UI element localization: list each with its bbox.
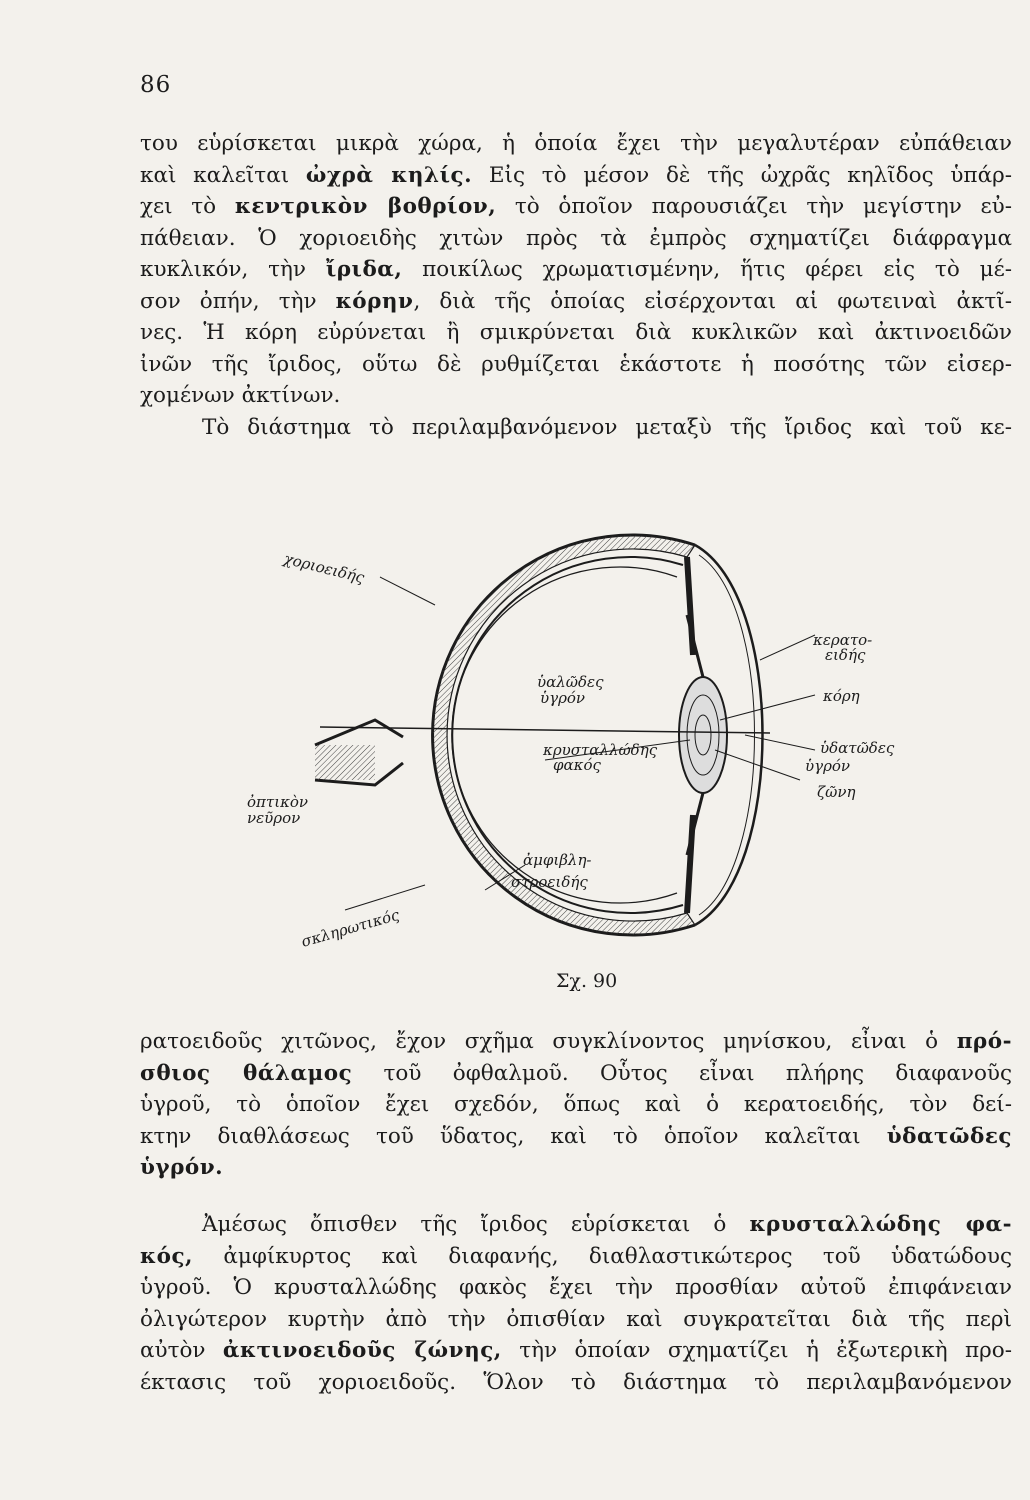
bold-term: πρό- [956, 1029, 1012, 1054]
bold-term: σθιος θάλαμος [140, 1060, 353, 1086]
text-line [140, 1152, 1012, 1184]
label-vitreous-1: ὑαλῶδες [537, 673, 604, 691]
label-pupil: κόρη [823, 687, 860, 705]
text-line [140, 1304, 1012, 1336]
text-line [140, 1089, 1012, 1121]
line-text: χομένων ἀκτίνων. [140, 383, 341, 408]
page-number: 86 [140, 72, 172, 98]
crystalline-lens [679, 677, 727, 793]
bold-term: κρυσταλλώδης φα- [749, 1212, 1012, 1237]
paragraph-2 [140, 1026, 1012, 1184]
figure-caption: Σχ. 90 [556, 970, 618, 992]
bold-term: κόρην [335, 288, 414, 314]
line-text: ποικίλως χρωματισμένην, ἥτις φέρει εἰς τὸ μέ- [402, 257, 1012, 282]
text-line [140, 1058, 1012, 1090]
label-sclera: σκληρωτικός [299, 905, 402, 951]
line-text: πάθειαν. Ὁ χοριοειδὴς χιτὼν πρὸς τὰ ἐμπρὸς σχηματίζει διάφραγμα [140, 225, 1012, 251]
line-text: τὸ ὁποῖον παρουσιάζει τὴν μεγίστην εὐ- [496, 194, 1013, 219]
bold-term: ἴριδα, [325, 257, 403, 282]
line-text: τοῦ ὀφθαλμοῦ. Οὗτος εἶναι πλήρης διαφανοῦς [352, 1060, 1013, 1086]
label-lens-2: φακός [553, 756, 601, 774]
line-text: ρατοειδοῦς χιτῶνος, ἔχον σχῆμα συγκλίνοντος μηνίσκου, εἶναι ὁ [140, 1029, 957, 1054]
label-zone: ζῶνη [817, 783, 856, 801]
text-line [140, 191, 1012, 223]
paragraph-1 [140, 128, 1012, 443]
eye-diagram [225, 505, 925, 975]
paragraph-3 [140, 1209, 1012, 1398]
text-line [140, 286, 1012, 318]
text-line [140, 254, 1012, 286]
text-line [140, 317, 1012, 349]
line-text: ὀλιγώτερον κυρτὴν ἀπὸ τὴν ὀπισθίαν καὶ συγκρατεῖται διὰ τῆς περὶ [140, 1306, 1012, 1332]
line-text: ὑγροῦ. Ὁ κρυσταλλώδης φακὸς ἔχει τὴν προσθίαν αὐτοῦ ἐπιφάνειαν [140, 1275, 1012, 1300]
text-line [140, 1121, 1012, 1153]
bold-term: ὑγρόν. [140, 1155, 224, 1180]
text-line [140, 1272, 1012, 1304]
line-text: κτην διαθλάσεως τοῦ ὕδατος, καὶ τὸ ὁποῖον καλεῖται [140, 1123, 887, 1149]
line-text: ἰνῶν τῆς ἴριδος, οὕτω δὲ ρυθμίζεται ἑκάστοτε ἡ ποσότης τῶν εἰσερ- [140, 351, 1012, 377]
bold-term: ἀκτινοειδοῦς ζώνης, [222, 1338, 502, 1363]
label-retina-2: στροειδής [511, 873, 588, 891]
line-text: σον ὀπήν, τὴν [140, 288, 336, 314]
line-text: ὑγροῦ, τὸ ὁποῖον ἔχει σχεδόν, ὅπως καὶ ὁ κερατοειδής, τὸν δεί- [140, 1092, 1012, 1117]
line-text: Ἀμέσως ὄπισθεν τῆς ἴριδος εὑρίσκεται ὁ [202, 1212, 750, 1237]
text-line [140, 349, 1012, 381]
eye-cross-section-figure [225, 505, 925, 975]
line-text: κυκλικόν, τὴν [140, 257, 326, 282]
bold-term: ὑδατῶδες [886, 1123, 1012, 1149]
label-lens-1: κρυσταλλώδης [543, 741, 658, 759]
line-text: χει τὸ [140, 194, 235, 219]
label-choroid: χοριοειδής [282, 549, 367, 587]
line-text: ἀμφίκυρτος καὶ διαφανής, διαθλαστικώτερος τοῦ ὑδατώδους [193, 1243, 1012, 1269]
label-cornea-2: ειδής [825, 646, 866, 664]
line-text: , διὰ τῆς ὁποίας εἰσέρχονται αἱ φωτειναὶ ἀκτῖ- [413, 288, 1012, 314]
text-line [140, 128, 1012, 160]
label-vitreous-2: ὑγρόν [540, 689, 586, 707]
line-text: καὶ καλεῖται [140, 162, 306, 188]
line-text: Εἰς τὸ μέσον δὲ τῆς ὠχρᾶς κηλῖδος ὑπάρ- [472, 162, 1012, 188]
line-text: Τὸ διάστημα τὸ περιλαμβανόμενον μεταξὺ τῆς ἴριδος καὶ τοῦ κε- [202, 414, 1012, 440]
label-retina-1: ἀμφιβλη- [523, 851, 592, 869]
bold-term: ὠχρὰ κηλίς. [305, 162, 473, 188]
text-line [140, 223, 1012, 255]
text-line [140, 1209, 1012, 1241]
label-aqueous-1: ὑδατῶδες [820, 739, 895, 757]
text-line [140, 412, 1012, 444]
text-line [140, 1367, 1012, 1399]
line-text: νες. Ἡ κόρη εὐρύνεται ἢ σμικρύνεται διὰ κυκλικῶν καὶ ἀκτινοειδῶν [140, 320, 1012, 345]
text-line [140, 1026, 1012, 1058]
line-text: αὐτὸν [140, 1338, 223, 1363]
text-line [140, 160, 1012, 192]
label-optic-2: νεῦρον [247, 809, 301, 827]
bold-term: κός, [140, 1243, 194, 1269]
label-optic-1: ὀπτικὸν [247, 793, 309, 811]
line-text: του εὑρίσκεται μικρὰ χώρα, ἡ ὁποία ἔχει τὴν μεγαλυτέραν εὐπάθειαν [140, 131, 1012, 156]
line-text: τὴν ὁποίαν σχηματίζει ἡ ἐξωτερικὴ προ- [501, 1338, 1012, 1363]
label-aqueous-2: ὑγρόν [805, 757, 851, 775]
line-text: έκτασις τοῦ χοριοειδοῦς. Ὅλον τὸ διάστημα τὸ περιλαμβανόμενον [140, 1369, 1012, 1395]
text-line [140, 1241, 1012, 1273]
text-line [140, 380, 1012, 412]
text-line [140, 1335, 1012, 1367]
bold-term: κεντρικὸν βοθρίον, [234, 194, 497, 219]
label-cornea-1: κερατο- [813, 631, 873, 649]
